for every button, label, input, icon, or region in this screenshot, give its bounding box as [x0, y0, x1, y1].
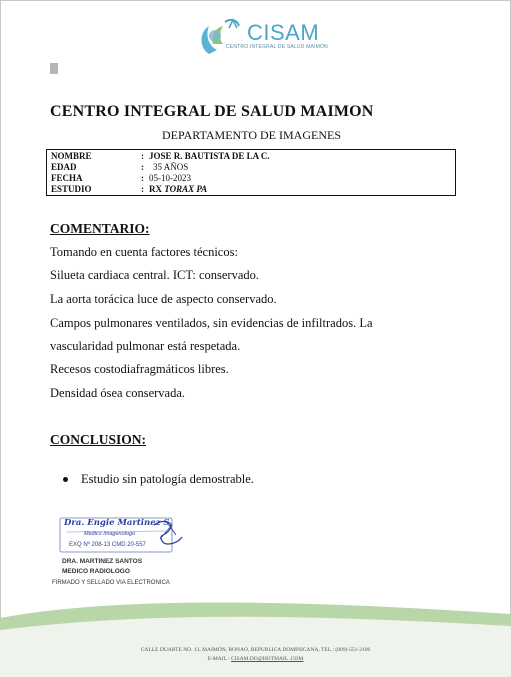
patient-date-value: 05-10-2023 — [149, 173, 191, 183]
patient-label: FECHA — [51, 173, 83, 183]
patient-label: ESTUDIO — [51, 184, 92, 194]
comentario-line: Tomando en cuenta factores técnicos: — [50, 245, 238, 259]
comentario-line: Densidad ósea conservada. — [50, 386, 186, 400]
signed-note: FIRMADO Y SELLADO VIA ELECTRONICA — [52, 580, 170, 586]
comentario-line: Silueta cardiaca central. ICT: conservado. — [50, 268, 260, 282]
patient-info-box — [46, 149, 456, 196]
comentario-line: Recesos costodiafragmáticos libres. — [50, 362, 229, 376]
document-title: CENTRO INTEGRAL DE SALUD MAIMON — [50, 103, 374, 120]
footer-email-link[interactable]: CISAM.DO@HOTMAIL .COM — [231, 656, 304, 662]
patient-name-value: JOSE R. BAUTISTA DE LA C. — [149, 151, 270, 161]
comentario-heading: COMENTARIO: — [50, 221, 150, 236]
cisam-logo — [195, 14, 328, 56]
comentario-line: La aorta torácica luce de aspecto conservado. — [50, 292, 277, 306]
stamp-license: EXQ Nº 208-13 CMD 20-557 — [69, 542, 146, 548]
logo-name: CISAM — [247, 20, 320, 45]
department-label: DEPARTAMENTO DE IMAGENES — [162, 128, 341, 142]
bullet-icon — [63, 477, 68, 482]
patient-row-age: EDAD : 35 AÑOS — [51, 162, 189, 172]
patient-study-prefix: RX — [149, 184, 165, 194]
footer-email-line — [0, 656, 511, 662]
stamp-role: Medico Imagenologo — [84, 531, 136, 537]
comentario-line: Campos pulmonares ventilados, sin evidencias de infiltrados. La — [50, 316, 373, 330]
comentario-line: vascularidad pulmonar está respetada. — [50, 339, 241, 353]
stamp-doctor-name: Dra. Engie Martinez S. — [64, 518, 173, 528]
doctor-name: DRA. MARTINEZ SANTOS — [62, 558, 143, 565]
doctor-role: MEDICO RADIOLOGO — [62, 568, 130, 575]
patient-study-value: TORAX PA — [164, 184, 208, 194]
patient-label: EDAD — [51, 162, 77, 172]
patient-row-name: NOMBRE : JOSE R. BAUTISTA DE LA C. — [51, 151, 270, 161]
conclusion-heading: CONCLUSION: — [50, 432, 147, 447]
margin-marker — [50, 63, 58, 74]
patient-age-value: 35 AÑOS — [153, 162, 189, 172]
patient-row-date: FECHA : 05-10-2023 — [51, 173, 191, 183]
patient-row-study: ESTUDIO : RX TORAX PA — [51, 184, 208, 194]
footer-email-label: E-MAIL : — [207, 656, 232, 662]
footer-wave-decoration — [0, 596, 511, 677]
patient-label: NOMBRE — [51, 151, 92, 161]
logo-subtitle: CENTRO INTEGRAL DE SALUD MAIMON — [226, 44, 328, 50]
footer-address: CALLE DUARTE NO. 13, MAIMÓN, BONAO, REPUBLICA DOMINICANA, TEL.: (809)-551-2106 — [140, 647, 371, 653]
